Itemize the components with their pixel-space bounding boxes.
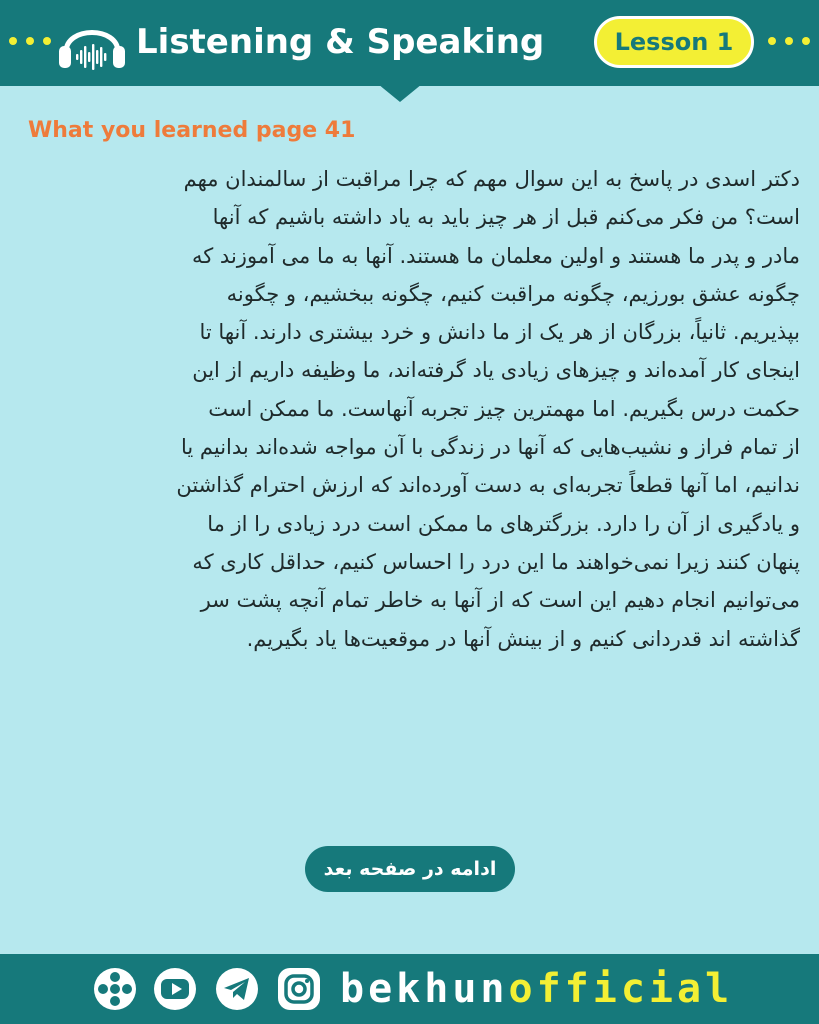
section-heading: What you learned page 41: [28, 118, 356, 143]
lesson-badge: Lesson 1: [594, 16, 754, 68]
instagram-icon[interactable]: [276, 966, 322, 1012]
body-text: [90, 160, 800, 658]
body-line: حکمت درس بگیریم. اما مهمترین چیز تجربه آنهاست. ما ممکن است: [208, 396, 800, 421]
body-line: پنهان کنند زیرا نمی‌خواهند ما این درد را احساس کنیم، حداقل کاری که: [192, 549, 800, 574]
brand-part-2: official: [508, 966, 734, 1012]
footer-bar: [0, 954, 819, 1024]
left-dots-decoration: [9, 37, 51, 45]
brand-name: [340, 962, 733, 1016]
headphones-icon: [56, 14, 128, 72]
header-notch: [378, 84, 422, 102]
brand-part-1: bekhun: [340, 966, 509, 1012]
youtube-icon[interactable]: [152, 966, 198, 1012]
body-line: چگونه عشق بورزیم، چگونه مراقبت کنیم، چگونه ببخشیم، و چگونه: [226, 281, 800, 306]
continue-next-page-button[interactable]: ادامه در صفحه بعد: [305, 846, 515, 892]
body-line: ندانیم، اما آنها قطعاً تجربه‌ای به دست آورده‌اند که ارزش احترام گذاشتن: [176, 473, 800, 498]
body-line: است؟ من فکر می‌کنم قبل از هر چیز باید به یاد داشته باشیم که آنها: [212, 205, 800, 230]
body-line: اینجای کار آمده‌اند و چیزهای زیادی یاد گرفته‌اند، ما وظیفه داریم از این: [192, 358, 800, 383]
body-line: از تمام فراز و نشیب‌هایی که آنها در زندگی با آن مواجه شده‌اند بدانیم یا: [180, 435, 800, 460]
telegram-icon[interactable]: [214, 966, 260, 1012]
body-line: و یادگیری از آن را دارد. بزرگترهای ما ممکن است درد زیادی را از ما: [207, 511, 800, 536]
body-line: گذاشته اند قدردانی کنیم و از بینش آنها در موقعیت‌ها یاد بگیریم.: [246, 626, 800, 651]
header-title: Listening & Speaking: [136, 22, 545, 62]
body-line: مادر و پدر ما هستند و اولین معلمان ما هستند. آنها به ما می آموزند که: [192, 243, 800, 268]
header-bar: [0, 0, 819, 86]
right-dots-decoration: [768, 37, 810, 45]
film-reel-icon[interactable]: [92, 966, 138, 1012]
body-line: دکتر اسدی در پاسخ به این سوال مهم که چرا مراقبت از سالمندان مهم: [183, 167, 800, 191]
body-line: بپذیریم. ثانیاً، بزرگان از هر یک از ما دانش و خرد بیشتری دارند. آنها تا: [199, 320, 800, 345]
body-line: می‌توانیم انجام دهیم این است که از آنها به خاطر تمام آنچه پشت سر: [200, 588, 800, 613]
